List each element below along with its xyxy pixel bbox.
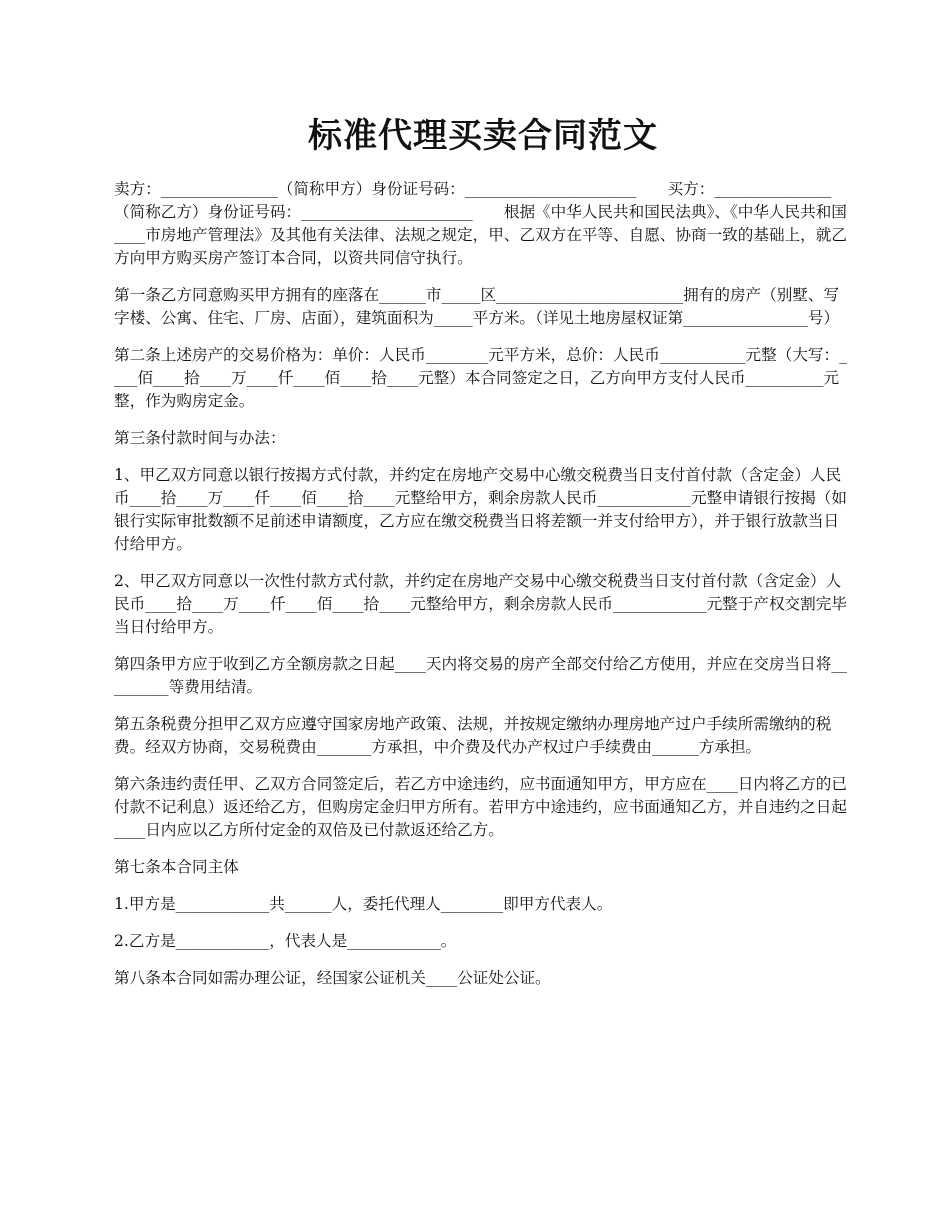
paragraph-article-7-item-2: 2.乙方是____________，代表人是____________。 [114, 932, 457, 950]
paragraph-article-5: 第五条税费分担甲乙双方应遵守国家房地产政策、法规，并按规定缴纳办理房地产过户手续所需缴纳的税费。经双方协商，交易税费由_______方承担，中介费及代办产权过户手续费由______方承担。 [114, 715, 832, 756]
paragraph-article-3-item-2: 2、甲乙双方同意以一次性付款方式付款，并约定在房地产交易中心缴交税费当日支付首付款（含定金）人民币____拾____万____仟____佰____拾____元整给甲方，剩余房款人民币____________元整于产权交割完毕当日付给甲方。 [114, 572, 847, 636]
paragraph-article-4: 第四条甲方应于收到乙方全额房款之日起____天内将交易的房产全部交付给乙方使用，并应在交房当日将_________等费用结清。 [114, 655, 847, 696]
paragraph-article-7-item-1: 1.甲方是____________共______人，委托代理人________即甲方代表人。 [114, 895, 613, 913]
paragraph-article-3: 第三条付款时间与办法： [114, 429, 286, 447]
document-title: 标准代理买卖合同范文 [308, 116, 658, 156]
paragraph-article-6: 第六条违约责任甲、乙双方合同签定后，若乙方中途违约，应书面通知甲方，甲方应在____日内将乙方的已付款不记利息）返还给乙方，但购房定金归甲方所有。若甲方中途违约，应书面通知乙方，并自违约之日起____日内应以乙方所付定金的双倍及已付款返还给乙方。 [114, 775, 847, 839]
paragraph-article-2: 第二条上述房产的交易价格为：单价：人民币________元平方米，总价：人民币___________元整（大写：____佰____拾____万____仟____佰____拾____元整）本合同签定之日，乙方向甲方支付人民币__________元整，作为购房定金。 [114, 346, 847, 410]
document-page [114, 108, 852, 1004]
paragraph-article-8: 第八条本合同如需办理公证，经国家公证机关____公证处公证。 [114, 969, 551, 987]
paragraph-parties-preamble: 卖方：_______________（简称甲方）身份证号码：______________________ 买方：_______________（简称乙方）身份证号码：______________________ 根据《中华人民共和国民法典》、《中华人民共和国____市房地产管理法》及其他有关法律、法规之规定，甲、乙双方在平等、自愿、协商一致的基础上，就乙方向甲方购买房产签订本合同，以资共同信守执行。 [114, 180, 847, 267]
paragraph-article-7: 第七条本合同主体 [114, 858, 239, 876]
paragraph-article-1: 第一条乙方同意购买甲方拥有的座落在______市_____区________________________拥有的房产（别墅、写字楼、公寓、住宅、厂房、店面），建筑面积为_____平方米。（详见土地房屋权证第________________号） [114, 286, 840, 327]
paragraph-article-3-item-1: 1、甲乙双方同意以银行按揭方式付款，并约定在房地产交易中心缴交税费当日支付首付款（含定金）人民币____拾____万____仟____佰____拾____元整给甲方，剩余房款人民币____________元整申请银行按揭（如银行实际审批数额不足前述申请额度，乙方应在缴交税费当日将差额一并支付给甲方），并于银行放款当日付给甲方。 [114, 466, 847, 553]
